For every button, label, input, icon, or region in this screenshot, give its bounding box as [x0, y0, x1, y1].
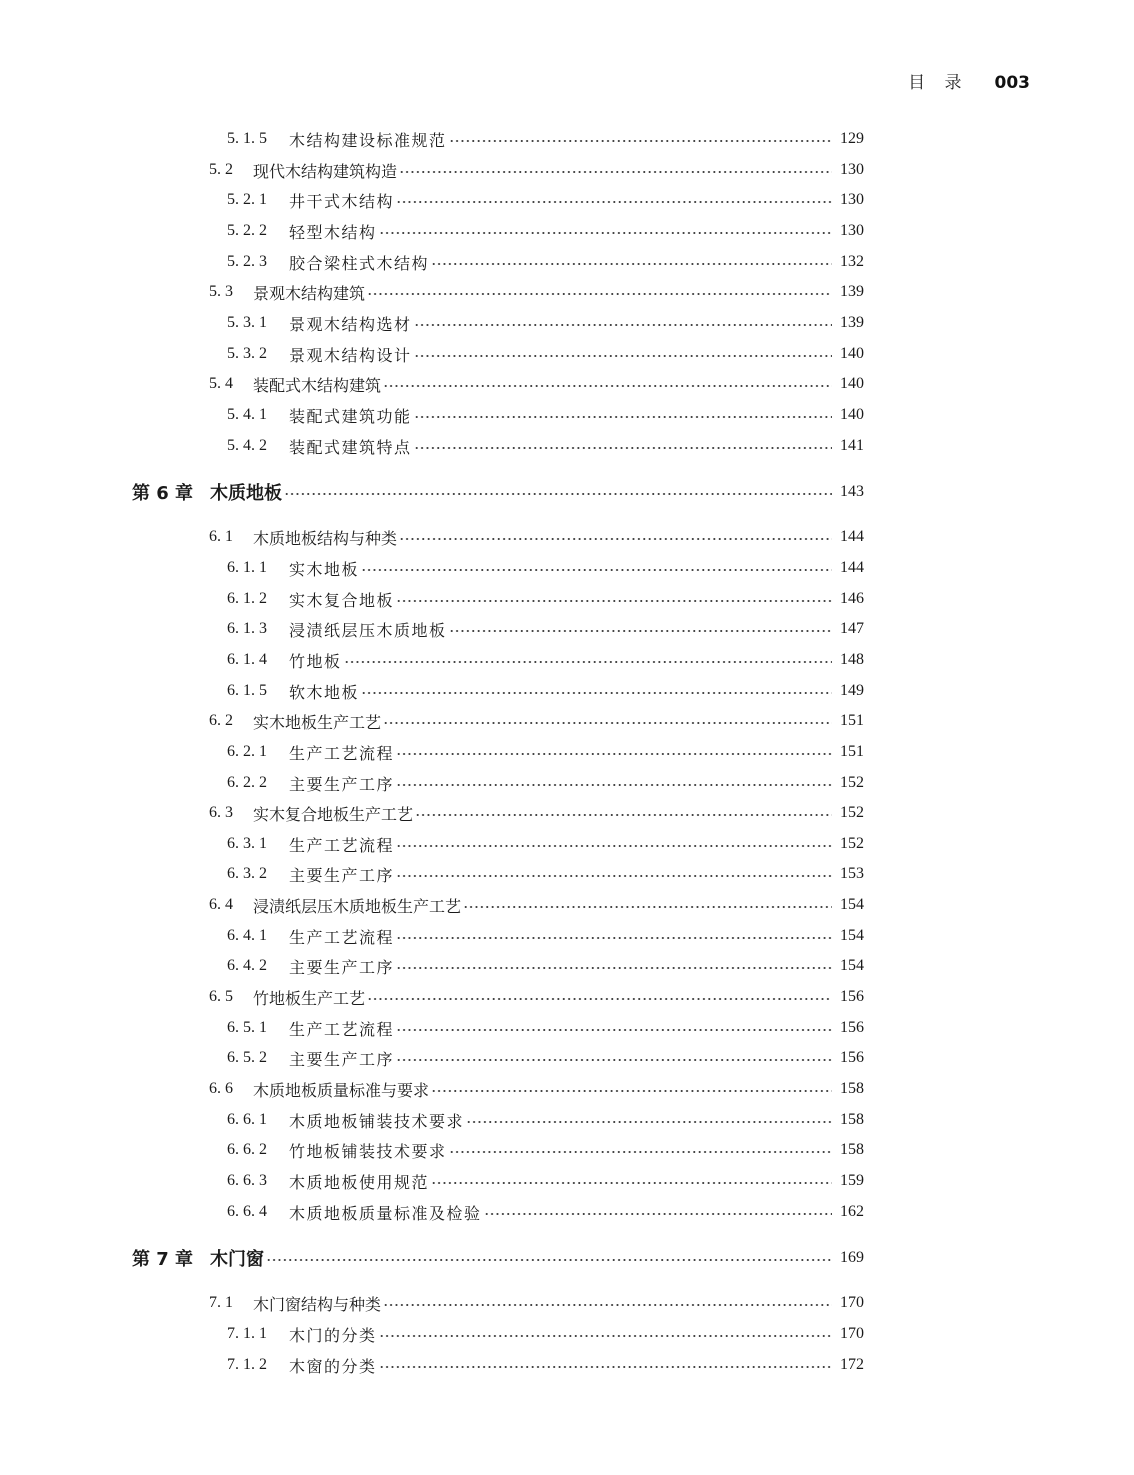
toc-section-entry[interactable] [0, 1291, 864, 1315]
entry-page-number: 153 [840, 865, 864, 882]
entry-title: 井干式木结构 [289, 191, 395, 211]
entry-title: 软木地板 [289, 682, 360, 702]
entry-title: 生产工艺流程 [289, 927, 395, 947]
dot-leader [415, 814, 832, 816]
entry-number: 6. 5. 2 [227, 1049, 267, 1066]
entry-number: 第 6 章 [132, 483, 194, 504]
entry-number: 7. 1. 1 [227, 1325, 267, 1342]
toc-section-entry[interactable] [0, 893, 864, 917]
toc-subsection-entry[interactable] [0, 1046, 864, 1070]
toc-subsection-entry[interactable] [0, 648, 864, 672]
toc-section-entry[interactable] [0, 372, 864, 396]
entry-number: 第 7 章 [132, 1249, 194, 1270]
toc-subsection-entry[interactable] [0, 924, 864, 948]
dot-leader [414, 447, 832, 449]
entry-page-number: 130 [840, 191, 864, 208]
entry-page-number: 140 [840, 406, 864, 423]
entry-title: 木质地板质量标准及检验 [289, 1203, 482, 1223]
entry-number: 6. 1. 2 [227, 590, 267, 607]
entry-page-number: 144 [840, 559, 864, 576]
entry-number: 5. 1. 5 [227, 130, 267, 147]
entry-page-number: 152 [840, 774, 864, 791]
toc-subsection-entry[interactable] [0, 1108, 864, 1132]
dot-leader [449, 1151, 832, 1153]
entry-number: 6. 2. 1 [227, 743, 267, 760]
toc-subsection-entry[interactable] [0, 954, 864, 978]
toc-subsection-entry[interactable] [0, 250, 864, 274]
entry-number: 6. 6 [209, 1080, 233, 1097]
entry-page-number: 170 [840, 1325, 864, 1342]
entry-number: 7. 1. 2 [227, 1356, 267, 1373]
header-page-number: 003 [994, 73, 1030, 93]
entry-page-number: 130 [840, 161, 864, 178]
entry-number: 6. 4. 2 [227, 957, 267, 974]
entry-number: 5. 3 [209, 283, 233, 300]
entry-title: 生产工艺流程 [289, 1019, 395, 1039]
entry-title: 竹地板铺装技术要求 [289, 1141, 447, 1161]
dot-leader [449, 630, 832, 632]
toc-subsection-entry[interactable] [0, 1138, 864, 1162]
dot-leader [396, 784, 832, 786]
toc-subsection-entry[interactable] [0, 311, 864, 335]
entry-page-number: 149 [840, 682, 864, 699]
entry-number: 6. 5 [209, 988, 233, 1005]
entry-title: 主要生产工序 [289, 1049, 395, 1069]
entry-title: 竹地板 [289, 651, 342, 671]
entry-page-number: 146 [840, 590, 864, 607]
entry-number: 6. 2 [209, 712, 233, 729]
entry-page-number: 139 [840, 283, 864, 300]
entry-title: 实木地板生产工艺 [253, 712, 382, 732]
entry-title: 木门窗结构与种类 [253, 1294, 382, 1314]
entry-page-number: 158 [840, 1111, 864, 1128]
dot-leader [463, 906, 832, 908]
dot-leader [361, 692, 832, 694]
toc-subsection-entry[interactable] [0, 771, 864, 795]
entry-number: 6. 1. 4 [227, 651, 267, 668]
toc-section-entry[interactable] [0, 1077, 864, 1101]
dot-leader [396, 937, 832, 939]
entry-page-number: 130 [840, 222, 864, 239]
entry-title: 木窗的分类 [289, 1356, 377, 1376]
dot-leader [466, 1121, 832, 1123]
entry-title: 木门的分类 [289, 1325, 377, 1345]
entry-title: 生产工艺流程 [289, 835, 395, 855]
dot-leader [361, 569, 832, 571]
entry-page-number: 169 [840, 1249, 864, 1266]
toc-subsection-entry[interactable] [0, 679, 864, 703]
entry-page-number: 141 [840, 437, 864, 454]
dot-leader [266, 1259, 832, 1261]
dot-leader [383, 722, 832, 724]
dot-leader [383, 385, 832, 387]
entry-page-number: 154 [840, 896, 864, 913]
dot-leader [396, 967, 832, 969]
entry-page-number: 158 [840, 1080, 864, 1097]
toc-subsection-entry[interactable] [0, 617, 864, 641]
entry-title: 装配式建筑特点 [289, 437, 412, 457]
dot-leader [379, 1366, 832, 1368]
entry-title: 竹地板生产工艺 [253, 988, 366, 1008]
dot-leader [396, 753, 832, 755]
entry-number: 6. 5. 1 [227, 1019, 267, 1036]
toc-subsection-entry[interactable] [0, 832, 864, 856]
dot-leader [396, 875, 832, 877]
entry-title: 木质地板质量标准与要求 [253, 1080, 430, 1100]
entry-number: 5. 4 [209, 375, 233, 392]
entry-page-number: 151 [840, 743, 864, 760]
entry-title: 木质地板 [210, 483, 282, 504]
dot-leader [449, 140, 832, 142]
toc-chapter-entry[interactable] [0, 1246, 864, 1270]
entry-number: 6. 1. 1 [227, 559, 267, 576]
toc-section-entry[interactable] [0, 801, 864, 825]
dot-leader [431, 1090, 832, 1092]
entry-number: 5. 3. 1 [227, 314, 267, 331]
dot-leader [367, 293, 832, 295]
dot-leader [344, 661, 832, 663]
entry-number: 6. 4. 1 [227, 927, 267, 944]
dot-leader [414, 355, 832, 357]
toc-section-entry[interactable] [0, 280, 864, 304]
entry-title: 景观木结构建筑 [253, 283, 366, 303]
entry-page-number: 172 [840, 1356, 864, 1373]
entry-number: 6. 6. 3 [227, 1172, 267, 1189]
dot-leader [396, 600, 832, 602]
entry-number: 6. 4 [209, 896, 233, 913]
entry-title: 生产工艺流程 [289, 743, 395, 763]
header-label: 目 录 [908, 73, 969, 93]
dot-leader [379, 1335, 832, 1337]
toc-subsection-entry[interactable] [0, 556, 864, 580]
toc-subsection-entry[interactable] [0, 1016, 864, 1040]
entry-number: 5. 4. 1 [227, 406, 267, 423]
entry-page-number: 170 [840, 1294, 864, 1311]
toc-section-entry[interactable] [0, 985, 864, 1009]
entry-page-number: 159 [840, 1172, 864, 1189]
entry-number: 5. 2 [209, 161, 233, 178]
entry-number: 6. 1. 3 [227, 620, 267, 637]
entry-title: 景观木结构选材 [289, 314, 412, 334]
toc-subsection-entry[interactable] [0, 1322, 864, 1346]
dot-leader [396, 845, 832, 847]
dot-leader [396, 1059, 832, 1061]
toc-subsection-entry[interactable] [0, 219, 864, 243]
entry-page-number: 143 [840, 483, 864, 500]
dot-leader [396, 1029, 832, 1031]
entry-page-number: 147 [840, 620, 864, 637]
entry-number: 5. 3. 2 [227, 345, 267, 362]
dot-leader [414, 416, 832, 418]
entry-page-number: 162 [840, 1203, 864, 1220]
entry-page-number: 140 [840, 375, 864, 392]
entry-page-number: 152 [840, 835, 864, 852]
entry-page-number: 148 [840, 651, 864, 668]
entry-title: 实木复合地板 [289, 590, 395, 610]
entry-title: 木质地板铺装技术要求 [289, 1111, 465, 1131]
entry-number: 5. 2. 3 [227, 253, 267, 270]
entry-title: 木质地板结构与种类 [253, 528, 398, 548]
entry-title: 装配式建筑功能 [289, 406, 412, 426]
entry-title: 浸渍纸层压木质地板 [289, 620, 447, 640]
entry-page-number: 129 [840, 130, 864, 147]
entry-number: 6. 2. 2 [227, 774, 267, 791]
toc-section-entry[interactable] [0, 525, 864, 549]
entry-title: 实木复合地板生产工艺 [253, 804, 414, 824]
entry-number: 6. 6. 2 [227, 1141, 267, 1158]
toc-subsection-entry[interactable] [0, 342, 864, 366]
dot-leader [396, 201, 832, 203]
entry-page-number: 154 [840, 927, 864, 944]
dot-leader [367, 998, 832, 1000]
entry-page-number: 132 [840, 253, 864, 270]
entry-title: 木门窗 [210, 1249, 264, 1270]
entry-title: 轻型木结构 [289, 222, 377, 242]
entry-title: 现代木结构建筑构造 [253, 161, 398, 181]
dot-leader [399, 538, 832, 540]
entry-title: 主要生产工序 [289, 865, 395, 885]
toc-subsection-entry[interactable] [0, 1353, 864, 1377]
entry-number: 6. 1 [209, 528, 233, 545]
toc-chapter-entry[interactable] [0, 480, 864, 504]
toc-subsection-entry[interactable] [0, 403, 864, 427]
entry-title: 木结构建设标准规范 [289, 130, 447, 150]
entry-number: 6. 6. 4 [227, 1203, 267, 1220]
entry-number: 6. 3. 2 [227, 865, 267, 882]
entry-number: 6. 1. 5 [227, 682, 267, 699]
entry-title: 主要生产工序 [289, 774, 395, 794]
entry-page-number: 151 [840, 712, 864, 729]
toc-subsection-entry[interactable] [0, 188, 864, 212]
entry-title: 景观木结构设计 [289, 345, 412, 365]
toc-section-entry[interactable] [0, 709, 864, 733]
dot-leader [284, 493, 832, 495]
running-header [908, 68, 1030, 93]
entry-page-number: 156 [840, 1049, 864, 1066]
entry-number: 6. 6. 1 [227, 1111, 267, 1128]
entry-number: 6. 3 [209, 804, 233, 821]
entry-page-number: 144 [840, 528, 864, 545]
toc-section-entry[interactable] [0, 158, 864, 182]
entry-page-number: 156 [840, 988, 864, 1005]
entry-page-number: 156 [840, 1019, 864, 1036]
toc-subsection-entry[interactable] [0, 1200, 864, 1224]
dot-leader [484, 1213, 832, 1215]
toc-subsection-entry[interactable] [0, 740, 864, 764]
entry-number: 5. 2. 1 [227, 191, 267, 208]
entry-title: 实木地板 [289, 559, 360, 579]
toc-subsection-entry[interactable] [0, 862, 864, 886]
entry-title: 浸渍纸层压木质地板生产工艺 [253, 896, 462, 916]
entry-title: 主要生产工序 [289, 957, 395, 977]
entry-page-number: 139 [840, 314, 864, 331]
toc-subsection-entry[interactable] [0, 127, 864, 151]
entry-number: 6. 3. 1 [227, 835, 267, 852]
dot-leader [431, 263, 832, 265]
dot-leader [399, 171, 832, 173]
dot-leader [414, 324, 832, 326]
entry-page-number: 152 [840, 804, 864, 821]
toc-subsection-entry[interactable] [0, 587, 864, 611]
dot-leader [431, 1182, 832, 1184]
dot-leader [379, 232, 832, 234]
entry-title: 胶合梁柱式木结构 [289, 253, 430, 273]
dot-leader [383, 1304, 832, 1306]
entry-number: 7. 1 [209, 1294, 233, 1311]
entry-page-number: 154 [840, 957, 864, 974]
entry-number: 5. 4. 2 [227, 437, 267, 454]
entry-number: 5. 2. 2 [227, 222, 267, 239]
entry-title: 木质地板使用规范 [289, 1172, 430, 1192]
entry-title: 装配式木结构建筑 [253, 375, 382, 395]
toc-subsection-entry[interactable] [0, 434, 864, 458]
entry-page-number: 158 [840, 1141, 864, 1158]
entry-page-number: 140 [840, 345, 864, 362]
toc-subsection-entry[interactable] [0, 1169, 864, 1193]
